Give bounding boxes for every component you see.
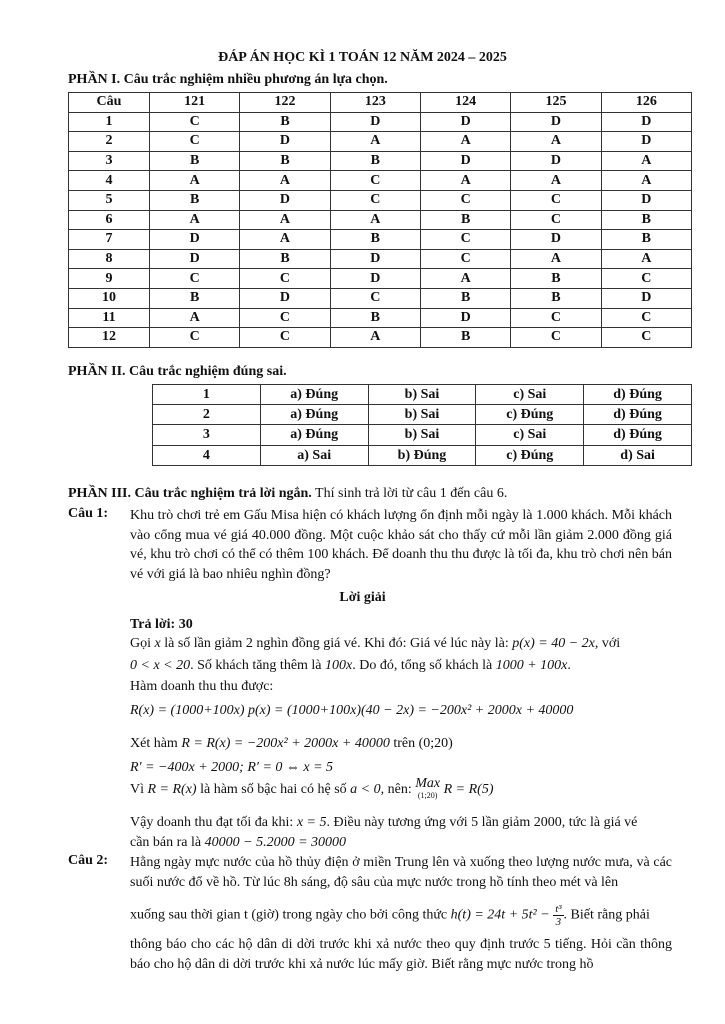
table-row <box>69 132 692 152</box>
table-row <box>153 405 692 425</box>
table-cell: B <box>511 288 601 308</box>
table-row <box>69 249 692 269</box>
table-cell: A <box>511 249 601 269</box>
table-cell: D <box>420 308 510 328</box>
max-subscript: (1;20) <box>417 791 438 800</box>
part1-answer-table <box>68 92 692 348</box>
math-expr: 1000 + 100x <box>495 658 568 673</box>
q2-text-1: Hằng ngày mực nước của hồ thủy điện ở miền Trung lên và xuống theo lượng nước mưa, và các suối nước đổ về hồ. Từ lúc 8h sáng, độ sâu của mực nước trong hồ tính theo mét và lên <box>130 855 672 890</box>
table-cell: C <box>240 328 330 348</box>
table-cell: B <box>420 328 510 348</box>
text: , với <box>594 636 621 651</box>
table-cell: 10 <box>69 288 150 308</box>
q1-sol-line-8 <box>130 813 637 832</box>
table-cell: A <box>601 151 691 171</box>
table-cell: D <box>330 249 420 269</box>
text: . Điều này tương ứng với 5 lần giảm 2000, tức là giá vé <box>326 815 638 830</box>
table-cell: A <box>420 171 510 191</box>
max-label: Max <box>415 776 441 791</box>
text: , nên: <box>380 782 416 798</box>
table-row <box>69 269 692 289</box>
table-cell: D <box>150 230 240 250</box>
table-cell: C <box>601 328 691 348</box>
table-cell: B <box>330 230 420 250</box>
table-cell: D <box>330 269 420 289</box>
table-cell: C <box>240 269 330 289</box>
table-cell: A <box>601 249 691 269</box>
table-row <box>153 445 692 465</box>
table-row <box>69 210 692 230</box>
q2-text-2: thông báo cho các hộ dân di dời trước khi xả nước theo quy định trước 5 tiếng. Hỏi cần thông báo cho hộ dân di dời trước khi xả nước lúc mấy giờ. Biết rằng mực nước trong hồ <box>130 937 672 972</box>
math-expr: h(t) = 24t + 5t² − <box>450 907 554 923</box>
table-row <box>153 385 692 405</box>
table-cell: C <box>240 308 330 328</box>
math-expr: R = R(x) = −200x² + 2000x + 40000 <box>181 736 390 751</box>
table-cell: D <box>511 151 601 171</box>
table-cell: C <box>601 269 691 289</box>
table-cell: A <box>150 210 240 230</box>
text: Vậy doanh thu đạt tối đa khi: <box>130 815 297 830</box>
text: . Biết rằng phải <box>563 907 650 923</box>
fraction-denominator: 3 <box>555 916 562 928</box>
q2-formula-line <box>130 903 650 928</box>
table-cell: d) Đúng <box>584 385 692 405</box>
table-row <box>69 230 692 250</box>
table-cell: D <box>150 249 240 269</box>
math-expr: x = 5 <box>296 815 327 830</box>
text: Xét hàm <box>130 736 182 751</box>
table-cell: 7 <box>69 230 150 250</box>
table-cell: b) Đúng <box>368 445 476 465</box>
part2-answer-table <box>152 384 692 466</box>
table-cell: D <box>601 190 691 210</box>
table-cell: C <box>150 112 240 132</box>
table-cell: d) Sai <box>584 445 692 465</box>
table-header-cell: 123 <box>330 93 420 113</box>
part3-heading-rest: Thí sinh trả lời từ câu 1 đến câu 6. <box>311 486 508 501</box>
table-header-cell: Câu <box>69 93 150 113</box>
fraction <box>553 903 563 928</box>
text: . Số khách tăng thêm là <box>190 658 326 673</box>
max-operator <box>415 778 440 802</box>
q1-solution-title: Lời giải <box>339 590 386 605</box>
table-cell: c) Sai <box>476 425 584 445</box>
math-expr: R = R(x) <box>147 782 197 798</box>
math-var: x <box>154 636 161 651</box>
table-row <box>69 288 692 308</box>
table-cell: 3 <box>153 425 261 445</box>
part1-heading: PHẦN I. Câu trắc nghiệm nhiều phương án lựa chọn. <box>68 72 388 87</box>
q1-label: Câu 1: <box>68 506 109 521</box>
table-cell: D <box>240 132 330 152</box>
q1-derivative: R′ = −400x + 2000; R′ = 0 ⇔ x = 5 <box>130 760 334 775</box>
table-cell: b) Sai <box>368 425 476 445</box>
table-cell: A <box>330 132 420 152</box>
table-cell: A <box>330 210 420 230</box>
table-header-cell: 124 <box>420 93 510 113</box>
text: Gọi <box>130 636 155 651</box>
text: . Do đó, tổng số khách là <box>352 658 496 673</box>
table-cell: C <box>511 210 601 230</box>
table-cell: A <box>150 308 240 328</box>
table-cell: C <box>330 190 420 210</box>
table-cell: C <box>511 190 601 210</box>
table-cell: 11 <box>69 308 150 328</box>
part2-heading: PHẦN II. Câu trắc nghiệm đúng sai. <box>68 364 287 379</box>
table-cell: 1 <box>153 385 261 405</box>
text: Vì <box>130 782 148 798</box>
table-cell: B <box>240 151 330 171</box>
table-cell: A <box>240 230 330 250</box>
table-cell: C <box>330 171 420 191</box>
math-expr: R = R(5) <box>440 782 494 798</box>
q1-sol-line-5 <box>130 734 453 753</box>
table-cell: C <box>150 269 240 289</box>
table-cell: A <box>420 269 510 289</box>
table-cell: A <box>511 171 601 191</box>
q1-revenue-formula: R(x) = (1000+100x) p(x) = (1000+100x)(40 − 2x) = −200x² + 2000x + 40000 <box>130 703 574 718</box>
table-row <box>69 171 692 191</box>
q1-answer: Trả lời: 30 <box>130 617 193 632</box>
q1-sol-line-9 <box>130 833 346 852</box>
table-cell: B <box>150 190 240 210</box>
table-cell: C <box>330 288 420 308</box>
math-interval: (0;20) <box>418 736 453 751</box>
table-cell: a) Đúng <box>260 425 368 445</box>
table-cell: D <box>511 230 601 250</box>
math-expr: 0 < x < 20 <box>130 658 191 673</box>
math-expr: a < 0 <box>350 782 381 798</box>
table-cell: 2 <box>69 132 150 152</box>
table-cell: D <box>240 190 330 210</box>
table-cell: B <box>511 269 601 289</box>
math-expr: p(x) = 40 − 2x <box>512 636 595 651</box>
table-cell: 5 <box>69 190 150 210</box>
table-cell: c) Đúng <box>476 445 584 465</box>
table-cell: C <box>511 308 601 328</box>
table-cell: B <box>601 230 691 250</box>
table-cell: D <box>420 112 510 132</box>
table-cell: C <box>150 328 240 348</box>
table-cell: D <box>601 288 691 308</box>
page-title: ĐÁP ÁN HỌC KÌ 1 TOÁN 12 NĂM 2024 – 2025 <box>218 50 507 65</box>
table-cell: d) Đúng <box>584 425 692 445</box>
table-cell: C <box>420 249 510 269</box>
table-cell: 4 <box>69 171 150 191</box>
table-cell: B <box>240 249 330 269</box>
q1-sol-line-7 <box>130 778 493 802</box>
table-cell: C <box>150 132 240 152</box>
text: là số lần giảm 2 nghìn đồng giá vé. Khi đó: Giá vé lúc này là: <box>160 636 513 651</box>
part3-heading <box>68 486 507 502</box>
part3-heading-bold: PHẦN III. Câu trắc nghiệm trả lời ngắn. <box>68 486 312 501</box>
table-cell: A <box>420 132 510 152</box>
table-header-row <box>69 93 692 113</box>
table-cell: D <box>330 112 420 132</box>
table-cell: 4 <box>153 445 261 465</box>
table-cell: A <box>150 171 240 191</box>
table-cell: C <box>420 230 510 250</box>
table-cell: D <box>511 112 601 132</box>
table-row <box>69 308 692 328</box>
table-cell: 6 <box>69 210 150 230</box>
q1-sol-line-1 <box>130 634 620 653</box>
table-row <box>69 328 692 348</box>
text: . <box>567 658 571 673</box>
text: trên <box>389 736 419 751</box>
table-cell: A <box>240 171 330 191</box>
table-cell: c) Sai <box>476 385 584 405</box>
table-cell: B <box>150 288 240 308</box>
table-cell: 12 <box>69 328 150 348</box>
text: xuống sau thời gian t (giờ) trong ngày cho bởi công thức <box>130 907 451 923</box>
table-cell: A <box>240 210 330 230</box>
table-row <box>69 190 692 210</box>
q1-sol-line-3: Hàm doanh thu thu được: <box>130 679 274 694</box>
table-cell: C <box>511 328 601 348</box>
table-row <box>153 425 692 445</box>
table-cell: a) Sai <box>260 445 368 465</box>
table-cell: A <box>601 171 691 191</box>
table-cell: 2 <box>153 405 261 425</box>
table-cell: D <box>601 112 691 132</box>
q1-text: Khu trò chơi trẻ em Gấu Misa hiện có khách lượng ổn định mỗi ngày là 1.000 khách. Mỗi khách vào cổng mua vé giá 40.000 đồng. Một cuộc khảo sát cho thấy cứ mỗi lần giảm 2.000 đồng giá vé, khu trò chơi có thể có thêm 100 khách. Để doanh thu thu được là tối đa, khu trò chơi nên bán vé với giá là bao nhiêu nghìn đồng? <box>130 508 672 582</box>
table-header-cell: 122 <box>240 93 330 113</box>
table-cell: C <box>420 190 510 210</box>
table-cell: c) Đúng <box>476 405 584 425</box>
table-cell: D <box>601 132 691 152</box>
table-cell: C <box>601 308 691 328</box>
table-cell: b) Sai <box>368 405 476 425</box>
table-header-cell: 126 <box>601 93 691 113</box>
table-cell: A <box>511 132 601 152</box>
table-cell: B <box>420 288 510 308</box>
table-cell: A <box>330 328 420 348</box>
table-cell: B <box>420 210 510 230</box>
table-header-cell: 125 <box>511 93 601 113</box>
table-cell: d) Đúng <box>584 405 692 425</box>
table-cell: D <box>240 288 330 308</box>
table-cell: D <box>420 151 510 171</box>
table-cell: B <box>330 308 420 328</box>
fraction-numerator: t³ <box>555 903 562 915</box>
text: cần bán ra là <box>130 835 205 850</box>
table-cell: b) Sai <box>368 385 476 405</box>
table-header-cell: 121 <box>150 93 240 113</box>
table-cell: a) Đúng <box>260 385 368 405</box>
table-row <box>69 112 692 132</box>
math-expr: 100x <box>325 658 353 673</box>
q1-sol-line-2 <box>130 656 571 675</box>
table-cell: B <box>330 151 420 171</box>
table-cell: B <box>240 112 330 132</box>
math-expr: 40000 − 5.2000 = 30000 <box>204 835 347 850</box>
table-cell: B <box>150 151 240 171</box>
table-cell: B <box>601 210 691 230</box>
table-cell: a) Đúng <box>260 405 368 425</box>
table-row <box>69 151 692 171</box>
table-cell: 8 <box>69 249 150 269</box>
table-cell: 9 <box>69 269 150 289</box>
q2-label: Câu 2: <box>68 853 109 868</box>
table-cell: 1 <box>69 112 150 132</box>
text: là hàm số bậc hai có hệ số <box>196 782 351 798</box>
table-cell: 3 <box>69 151 150 171</box>
